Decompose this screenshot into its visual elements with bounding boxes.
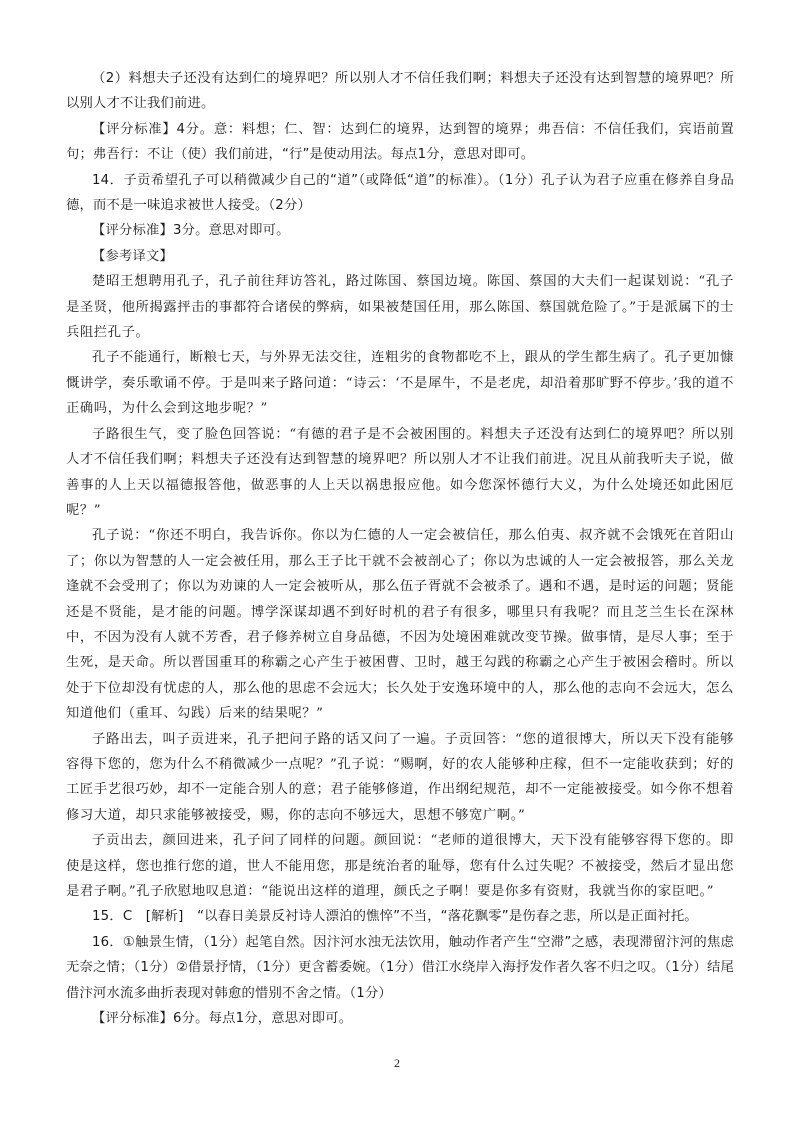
scoring-criteria-14: 【评分标准】3分。意思对即可。 — [92, 223, 290, 239]
scoring-criteria-16: 【评分标准】6分。每点1分，意思对即可。 — [92, 1011, 353, 1027]
translation-paragraph: 孔子不能通行，断粮七天，与外界无法交往，连粗劣的食物都吃不上，跟从的学生都生病了。孔子更加慷慨讲学，奏乐歌诵不停。于是叫来子路问道：“诗云：‘不是犀牛，不是老虎，却沿着那旷野不停步。’我的道不正确吗，为什么会到这地步呢？” — [66, 350, 734, 417]
answer-key-body — [66, 66, 734, 1031]
page-number: 2 — [394, 1056, 400, 1070]
translation-heading: 【参考译文】 — [92, 248, 173, 264]
answer-16: 16．①触景生情，（1分）起笔自然。因汴河水浊无法饮用，触动作者产生“空滞”之感，表现滞留汴河的焦虑无奈之情；（1分）②借景抒情，（1分）更含蓄委婉。（1分）借江水绕岸入海抒发作者久客不归之叹。（1分）结尾借汴河水流多曲折表现对韩愈的惜别不舍之情。（1分） — [66, 934, 735, 1001]
translation-paragraph: 子贡出去，颜回进来，孔子问了同样的问题。颜回说：“老师的道很博大，天下没有能够容得下您的。即使是这样，您也推行您的道，世人不能用您，那是统治者的耻辱，您有什么过失呢？不被接受，然后才显出您是君子啊。”孔子欣慰地叹息道：“能说出这样的道理，颜氏之子啊！要是你多有资财，我就当你的家臣吧。” — [66, 833, 734, 899]
translation-paragraph: 楚昭王想聘用孔子，孔子前往拜访答礼，路过陈国、蔡国边境。陈国、蔡国的大夫们一起谋划说：“孔子是圣贤，他所揭露抨击的事都符合诸侯的弊病，如果被楚国任用，那么陈国、蔡国就危险了。”于是派属下的士兵阻拦孔子。 — [66, 274, 734, 341]
scoring-criteria-13: 【评分标准】4分。意：料想；仁、智：达到仁的境界，达到智的境界；弗吾信：不信任我们，宾语前置句；弗吾行：不让（使）我们前进，“行”是使动用法。每点1分，意思对即可。 — [66, 121, 734, 163]
answer-13-2: （2）料想夫子还没有达到仁的境界吧？所以别人才不信任我们啊；料想夫子还没有达到智慧的境界吧？所以别人才不让我们前进。 — [66, 71, 734, 112]
answer-15: 15．C [解析] “以春日美景反衬诗人漂泊的憔悴”不当，“落花飘零”是伤春之悲，所以是正面衬托。 — [92, 909, 698, 925]
answer-14: 14．子贡希望孔子可以稍微减少自己的“道”（或降低“道”的标准）。（1分）孔子认为君子应重在修养自身品德，而不是一味追求被世人接受。（2分） — [66, 172, 734, 214]
translation-paragraph: 子路很生气，变了脸色回答说：“有德的君子是不会被困围的。料想夫子还没有达到仁的境界吧？所以别人才不信任我们啊；料想夫子还没有达到智慧的境界吧？所以别人才不让我们前进。况且从前我听夫子说，做善事的人上天以福德报答他，做恶事的人上天以祸患报应他。如今您深怀德行大义，为什么处境还如此困厄呢？” — [66, 426, 734, 518]
translation-paragraph: 子路出去，叫子贡进来，孔子把问子路的话又问了一遍。子贡回答：“您的道很博大，所以天下没有能够容得下您的，您为什么不稍微减少一点呢？”孔子说：“赐啊，好的农人能够种庄稼，但不一定能收获到；好的工匠手艺很巧妙，却不一定能合别人的意；君子能够修道，作出纲纪规范，却不一定能被接受。如今你不想着修习大道，却只求能够被接受，赐，你的志向不够远大，思想不够宽广啊。” — [66, 731, 734, 823]
translation-paragraph: 孔子说：“你还不明白，我告诉你。你以为仁德的人一定会被信任，那么伯夷、叔齐就不会饿死在首阳山了；你以为智慧的人一定会被任用，那么王子比干就不会被剖心了；你以为忠诚的人一定会被报答，那么关龙逢就不会受刑了；你以为劝谏的人一定会被听从，那么伍子胥就不会被杀了。遇和不遇，是时运的问题；贤能还是不贤能，是才能的问题。博学深谋却遇不到好时机的君子有很多，哪里只有我呢？而且芝兰生长在深林中，不因为没有人就不芳香，君子修养树立自身品德，不因为处境困难就改变节操。做事情，是尽人事；至于生死，是天命。所以晋国重耳的称霸之心产生于被困曹、卫时，越王勾践的称霸之心产生于被困会稽时。所以处于下位却没有忧虑的人，那么他的思虑不会远大；长久处于安逸环境中的人，那么他的志向不会远大，怎么知道他们（重耳、勾践）后来的结果呢？” — [66, 528, 734, 722]
